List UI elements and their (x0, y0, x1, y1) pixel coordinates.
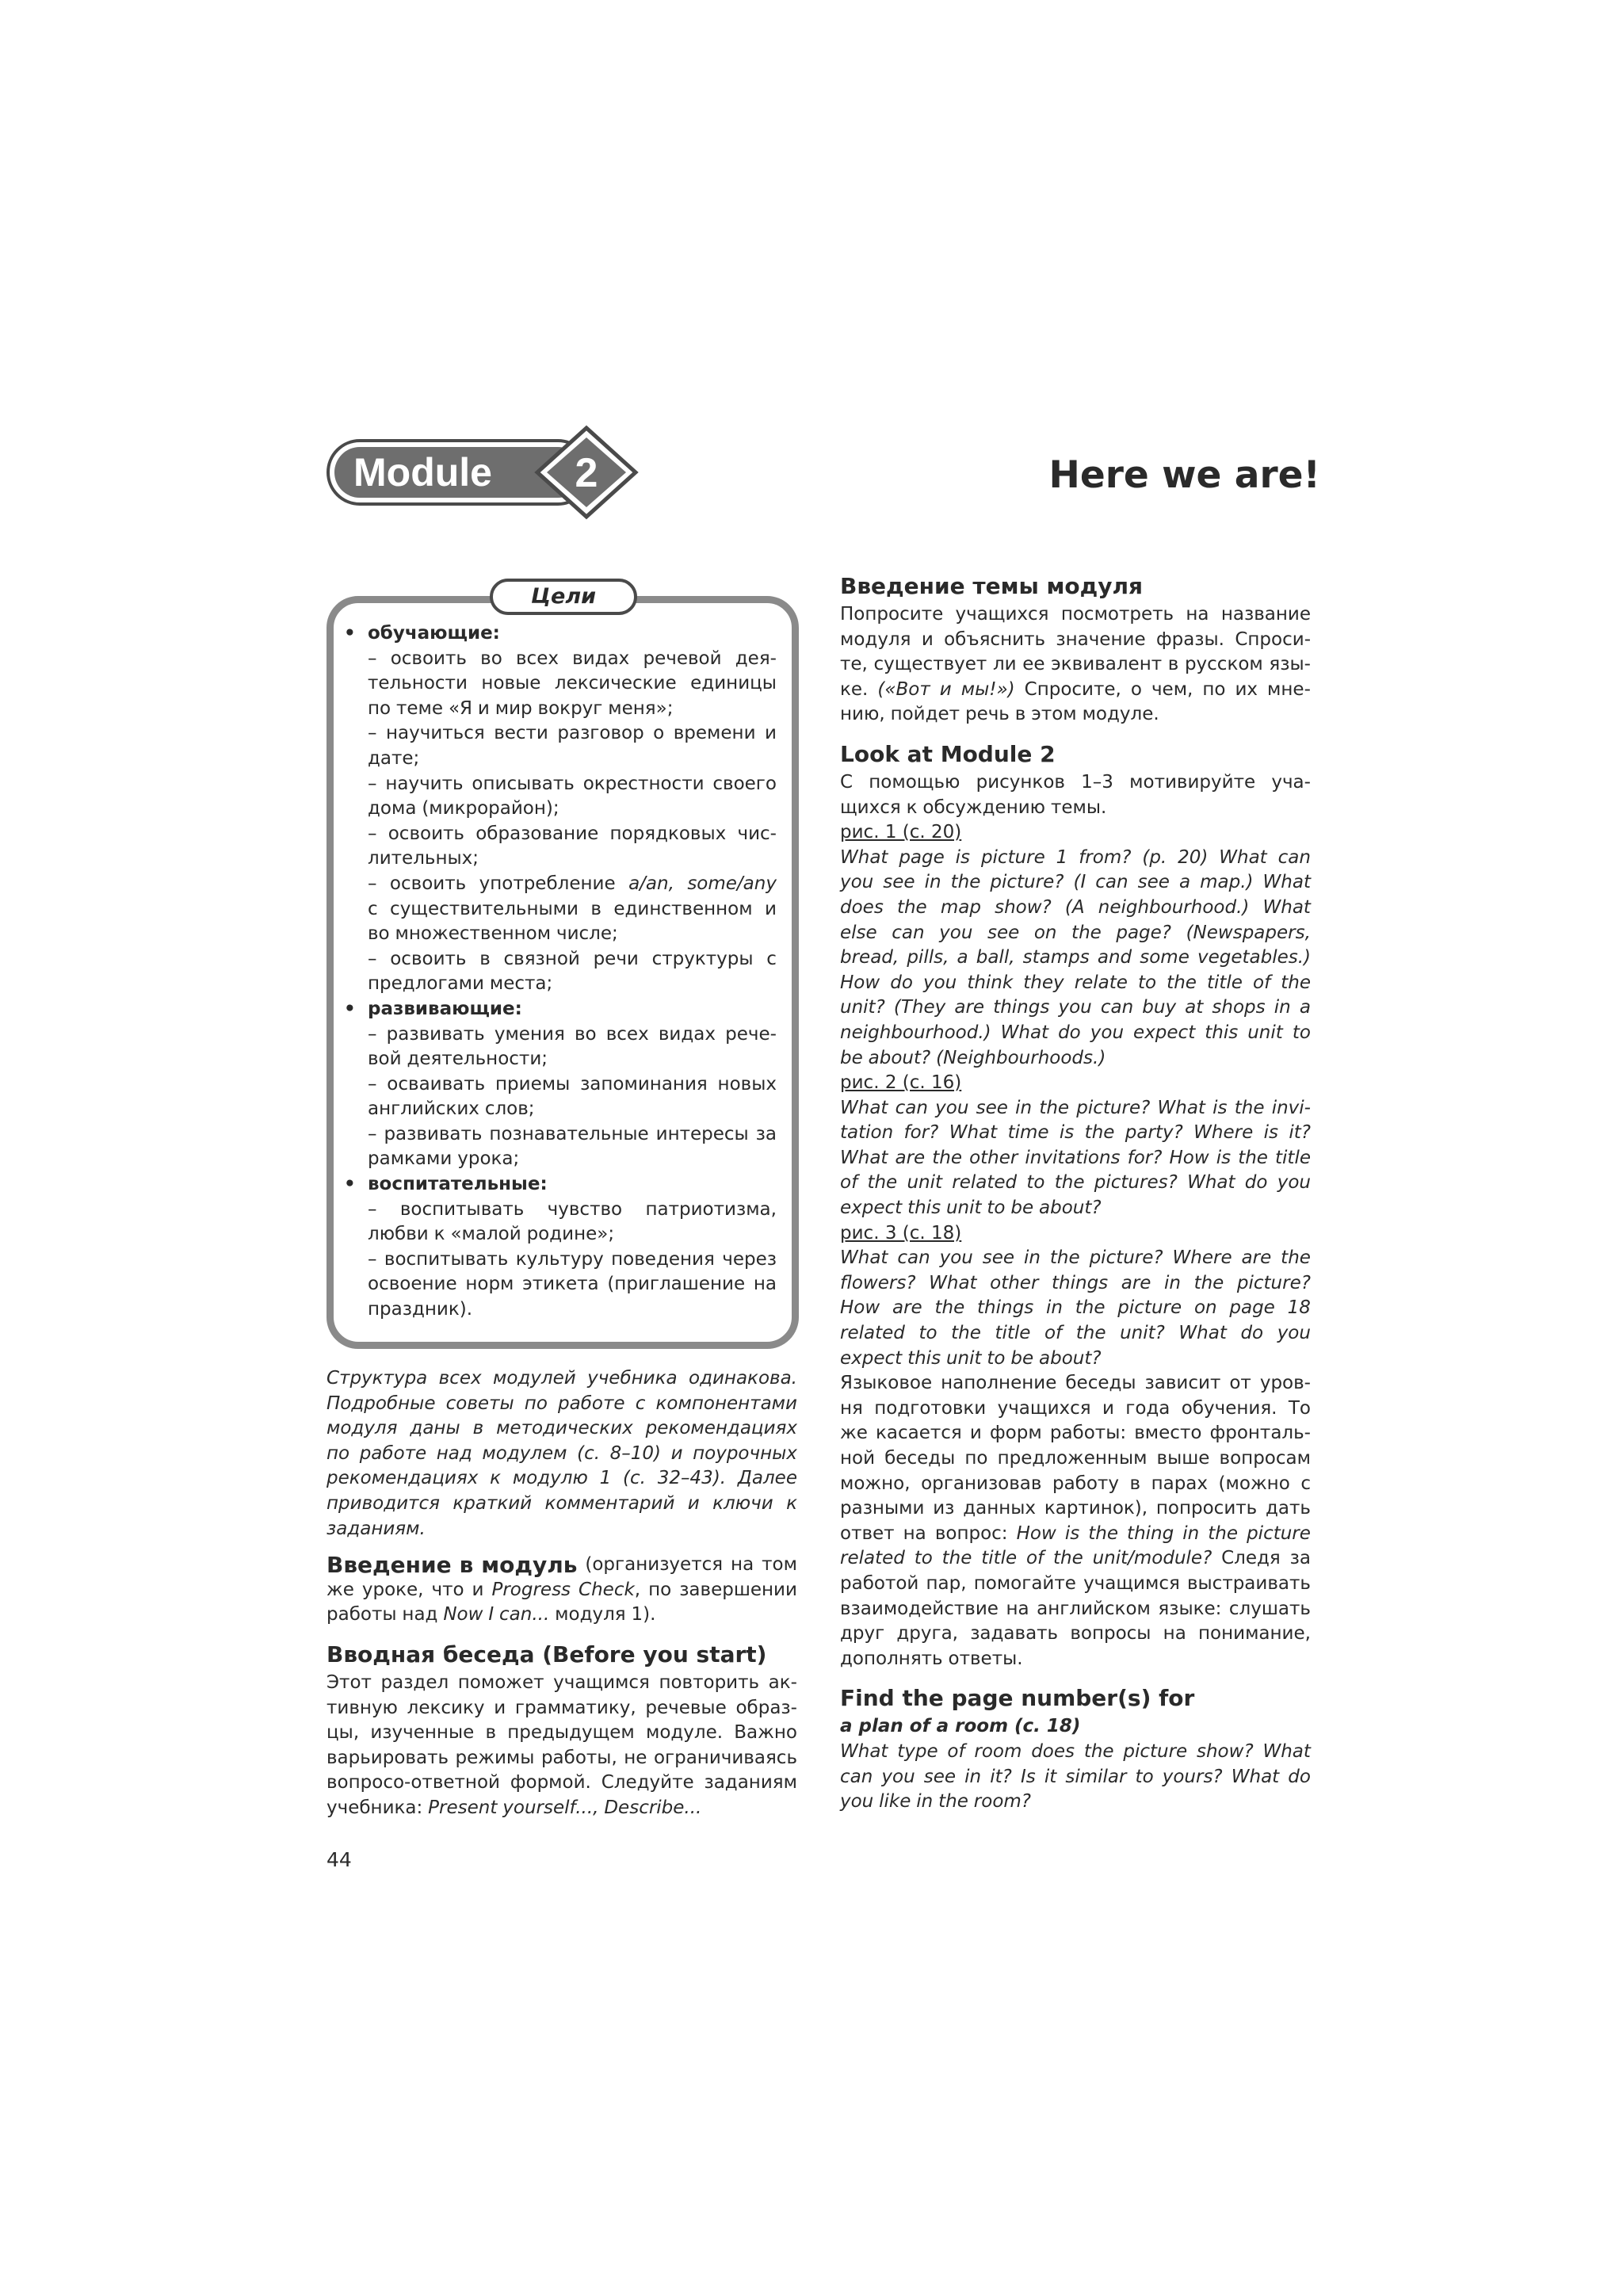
goals-category: • воспитательные: (344, 1172, 777, 1198)
text-line: ня подготовки учащихся и года обучения. То (840, 1397, 1311, 1419)
text-line: neighbourhood.) What do you expect this unit to (840, 1022, 1311, 1043)
text-line: заданиям. (327, 1518, 426, 1539)
figure-reference: рис. 1 (с. 20) (840, 822, 962, 843)
text-line: Этот раздел поможет учащимся повторить ак- (327, 1671, 797, 1693)
text-line: же уроке, что и Progress Check, по завершении (327, 1579, 797, 1600)
text-line: Введение в модуль (организуется на том (327, 1552, 797, 1579)
module-badge (327, 423, 653, 521)
text-line: ке. («Вот и мы!») Спросите, о чем, по их мне- (840, 678, 1311, 700)
goals-item-line: – освоить употребление a/an, some/any (368, 873, 777, 894)
spacer (327, 1541, 797, 1553)
subheading: a plan of a room (c. 18) (840, 1716, 1081, 1737)
text-line: can you see in it? Is it similar to yours? What do (840, 1766, 1311, 1787)
text-line: What page is picture 1 from? (p. 20) What can (840, 846, 1311, 868)
goals-item-line: лительных; (368, 848, 479, 869)
figure-reference: рис. 3 (с. 18) (840, 1222, 962, 1244)
text-line: What are the other invitations for? How is the title (840, 1147, 1311, 1168)
goals-item-line: праздник). (368, 1299, 473, 1320)
goals-item-line: английских слов; (368, 1098, 535, 1120)
goals-item-line: дате; (368, 747, 420, 769)
text-line: работой пар, помогайте учащимся выстраивать (840, 1572, 1311, 1594)
goals-item-line: – осваивать приемы запоминания новых (368, 1073, 777, 1095)
text-line: взаимодействие на английском языке: слушать (840, 1598, 1311, 1619)
bullet-icon: • (344, 998, 356, 1019)
text-line: bread, pills, a ball, stamps and some vegetables.) (840, 947, 1311, 968)
goals-item-line: дома (микрорайон); (368, 798, 559, 819)
goals-item-line: – научиться вести разговор о времени и (368, 723, 777, 744)
text-line: тивную лексику и грамматику, речевые образ- (327, 1697, 797, 1718)
text-line: Структура всех модулей учебника одинакова. (327, 1368, 797, 1389)
text-line: учебника: Present yourself..., Describe... (327, 1797, 702, 1818)
goals-item-line: во множественном числе; (368, 923, 618, 945)
goals-item-line: тельности новые лексические единицы (368, 673, 777, 694)
text-line: expect this unit to be about? (840, 1347, 1102, 1369)
section-heading: Look at Module 2 (840, 740, 1056, 767)
text-line: of the unit related to the pictures? What do you (840, 1172, 1311, 1194)
goals-item-line: по теме «Я и мир вокруг меня»; (368, 697, 674, 719)
goals-item-line: предлогами места; (368, 973, 553, 995)
goals-list (344, 621, 777, 1323)
text-line: What type of room does the picture show? What (840, 1740, 1311, 1762)
spacer (840, 728, 1311, 739)
text-line: What can you see in the picture? What is the invi- (840, 1097, 1311, 1118)
text-line: you like in the room? (840, 1791, 1032, 1813)
text-line: модуля даны в методических рекомендациях (327, 1418, 797, 1439)
text-line: Подробные советы по работе с компонентами (327, 1392, 797, 1414)
text-line: related to the title of the unit/module? Следя за (840, 1548, 1311, 1569)
text-line: flowers? What other things are in the picture? (840, 1272, 1311, 1293)
goals-category: • развивающие: (344, 997, 777, 1022)
goals-item-line: – освоить образование порядковых чис- (368, 823, 777, 844)
module-number: 2 (575, 450, 598, 496)
text-line: модуля и объяснить значение фразы. Спроси- (840, 628, 1311, 650)
goals-item-line: – освоить во всех видах речевой дея- (368, 648, 777, 669)
text-line: be about? (Neighbourhoods.) (840, 1047, 1106, 1068)
text-line: можно, организовав работу в парах (можно с (840, 1473, 1311, 1494)
bullet-icon: • (344, 623, 356, 644)
text-line: друг друга, задавать вопросы на понимание, (840, 1623, 1311, 1645)
text-line: Попросите учащихся посмотреть на название (840, 604, 1311, 625)
text-line: же касается и форм работы: вместо фронталь- (840, 1423, 1311, 1444)
goals-item-line: – развивать познавательные интересы за (368, 1123, 777, 1144)
right-column (840, 571, 1311, 1815)
chapter-title: Here we are! (1048, 453, 1320, 497)
figure-reference: рис. 2 (с. 16) (840, 1072, 962, 1094)
goals-tab: Цели (490, 579, 637, 615)
text-line: How do you think they relate to the title of the (840, 972, 1311, 993)
text-line: те, существует ли ее эквивалент в русском язы- (840, 654, 1311, 675)
text-line: How are the things in the picture on page 18 (840, 1297, 1311, 1319)
text-line: вопросо-ответной формой. Следуйте заданиям (327, 1772, 797, 1794)
goals-item-line: – научить описывать окрестности своего (368, 773, 777, 794)
text-line: you see in the picture? (I can see a map.) What (840, 872, 1311, 893)
text-line: does the map show? (A neighbourhood.) What (840, 896, 1311, 918)
module-label: Module (353, 450, 492, 495)
goals-item-line: освоение норм этикета (приглашение на (368, 1274, 777, 1295)
text-line: ответ на вопрос: How is the thing in the picture (840, 1522, 1311, 1544)
left-column (327, 1366, 797, 1821)
text-line: щихся к обсуждению темы. (840, 797, 1107, 818)
text-line: What can you see in the picture? Where are the (840, 1247, 1311, 1269)
text-line: работы над Now I can... модуля 1). (327, 1604, 656, 1626)
goals-item-line: рамками урока; (368, 1148, 520, 1170)
section-heading: Вводная беседа (Before you start) (327, 1641, 767, 1668)
bullet-icon: • (344, 1174, 356, 1195)
text-line: варьировать режимы работы, не ограничиваясь (327, 1747, 797, 1768)
goals-item-line: – воспитывать культуру поведения через (368, 1248, 777, 1270)
text-line: С помощью рисунков 1–3 мотивируйте уча- (840, 771, 1311, 793)
goals-item-line: с существительными в единственном и (368, 898, 777, 919)
text-line: цы, изученные в предыдущем модуле. Важно (327, 1722, 797, 1744)
text-line: unit? (They are things you can buy at shops in a (840, 997, 1311, 1018)
text-line: tation for? What time is the party? Where is it? (840, 1122, 1311, 1144)
page-number: 44 (327, 1848, 352, 1871)
text-line: приводится краткий комментарий и ключи к (327, 1492, 797, 1514)
spacer (840, 1671, 1311, 1683)
text-line: рекомендациях к модулю 1 (с. 32–43). Далее (327, 1468, 797, 1489)
text-line: Языковое наполнение беседы зависит от уров- (840, 1373, 1311, 1394)
goals-item-line: – воспитывать чувство патриотизма, (368, 1198, 777, 1220)
text-line: else can you see on the page? (Newspapers, (840, 922, 1311, 943)
text-line: разными из данных картинок), попросить дать (840, 1498, 1311, 1519)
goals-item-line: – развивать умения во всех видах рече- (368, 1023, 777, 1045)
goals-item-line: – освоить в связной речи структуры с (368, 948, 777, 969)
text-line: по работе над модулем (с. 8–10) и поурочных (327, 1442, 797, 1464)
section-heading: Find the page number(s) for (840, 1685, 1195, 1712)
text-line: дополнять ответы. (840, 1648, 1023, 1669)
goals-item-line: вой деятельности; (368, 1049, 548, 1070)
goals-category: • обучающие: (344, 621, 777, 647)
text-line: expect this unit to be about? (840, 1198, 1102, 1219)
text-line: нию, пойдет речь в этом модуле. (840, 704, 1159, 725)
goals-item-line: любви к «малой родине»; (368, 1224, 615, 1245)
section-heading: Введение темы модуля (840, 573, 1144, 599)
text-line: ной беседы по предложенным выше вопросам (840, 1448, 1311, 1469)
spacer (327, 1628, 797, 1639)
text-line: related to the title of the unit? What do you (840, 1323, 1311, 1344)
